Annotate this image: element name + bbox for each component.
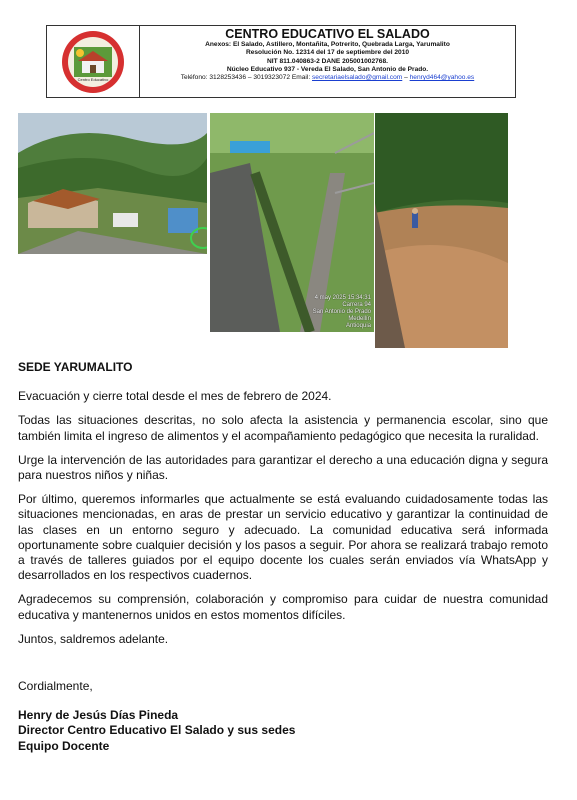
paragraph-evacuation: Evacuación y cierre total desde el mes de febrero de 2024. [18, 389, 332, 404]
paragraph-together: Juntos, saldremos adelante. [18, 631, 169, 646]
letter-body [18, 360, 548, 754]
email-link-secretaria[interactable]: secretariaelsalado@gmail.com [312, 74, 403, 82]
letterhead [46, 25, 516, 98]
annexes-line: Anexos: El Salado, Astillero, Montañita, Potrerito, Quebrada Larga, Yarumalito [205, 41, 450, 48]
paragraph-situations: Todas las situaciones descritas, no solo afecta la asistencia y permanencia escolar, sino que también limita el ingreso de alimentos y el acompañamiento pedagógico que necesita la ruralidad. [18, 413, 548, 443]
contact-line [140, 74, 515, 82]
email-separator: – [402, 74, 410, 82]
signature-team: Equipo Docente [18, 738, 110, 753]
logo-cell [47, 26, 140, 97]
email-link-director[interactable]: henryd464@yahoo.es [409, 74, 475, 82]
signature-role: Director Centro Educativo El Salado y sus sedes [18, 723, 296, 738]
section-heading: SEDE YARUMALITO [18, 360, 133, 374]
timestamp-area: San Antonio de Prado [312, 309, 371, 315]
resolution-line: Resolución No. 12314 del 17 de septiembre del 2010 [245, 49, 410, 57]
signature-name: Henry de Jesús Días Pineda [18, 708, 179, 723]
photo-school-landscape [18, 113, 207, 254]
logo-caption: Centro Educativo [77, 76, 109, 82]
nit-line: NIT 811.040863-2 DANE 205001002768. [267, 57, 388, 65]
photo-fence-road [210, 113, 374, 332]
school-logo-icon [60, 29, 126, 95]
timestamp-datetime: 4 may 2025 15:34:31 [314, 295, 371, 301]
photo-timestamp [313, 295, 371, 330]
paragraph-evaluation: Por último, queremos informarles que actualmente se está evaluando cuidadosamente todas las situaciones mencionadas, en aras de prestar un servicio educativo y garantizar la continuidad de las clases en un entorno seguro y adecuado. La comunidad educativa será informada oportunamente sobre cualquier decisión y los pasos a seguir. Por ahora se realizará trabajo remoto a través de talleres guiados por el equipo docente los cuales serán enviados vía WhatsApp y desarrollados en los respectivos cuadernos. [18, 492, 548, 583]
nucleus-line: Núcleo Educativo 937 - Vereda El Salado, San Antonio de Prado. [226, 65, 429, 73]
paragraph-intervention: Urge la intervención de las autoridades para garantizar el derecho a una educación digna y segura para nuestros niños y niñas. [18, 452, 548, 483]
closing-salutation: Cordialmente, [18, 679, 93, 694]
timestamp-region: Antioquia [345, 323, 371, 329]
timestamp-city: Medellín [348, 316, 371, 322]
letterhead-text [140, 26, 515, 97]
phone-text: Teléfono: 3128253436 – 3019323072 Email: [180, 74, 312, 82]
timestamp-street: Carrera 94 [342, 302, 371, 308]
institution-title: CENTRO EDUCATIVO EL SALADO [225, 27, 430, 41]
paragraph-gratitude: Agradecemos su comprensión, colaboración y compromiso para cuidar de nuestra comunidad educativa y mantenernos unidos en estos momentos difíciles. [18, 592, 548, 622]
photo-landslide [375, 113, 508, 348]
